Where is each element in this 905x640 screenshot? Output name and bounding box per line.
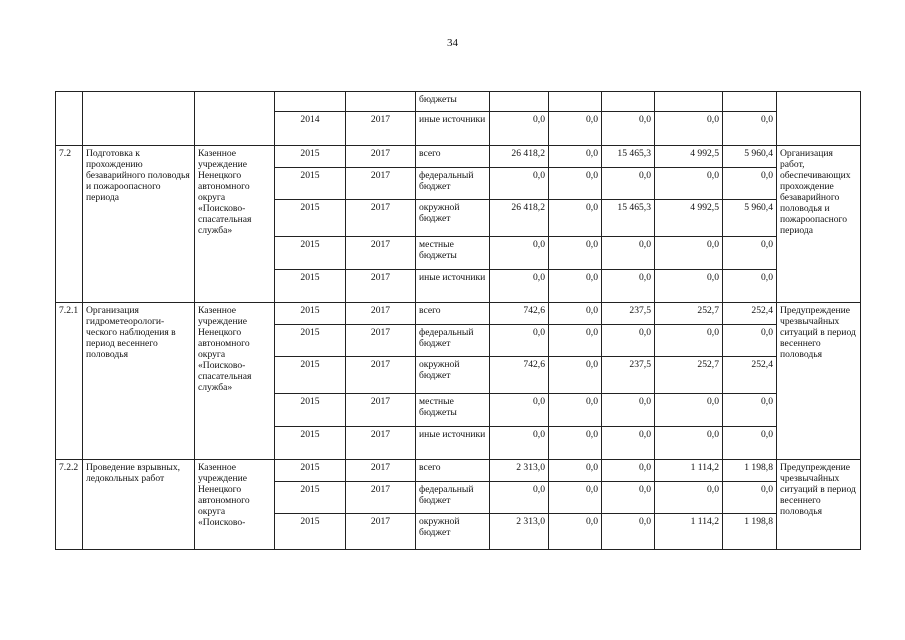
amount-cell: 0,0 [602,112,655,146]
funding-source-cell: федеральный бюджет [416,482,490,514]
end-year-cell: 2017 [346,112,416,146]
amount-cell: 0,0 [602,514,655,550]
amount-cell: 252,4 [723,357,777,394]
item-name-cell: Проведение взрывных, ледокольных работ [83,460,195,550]
amount-cell: 0,0 [602,237,655,270]
end-year-cell: 2017 [346,427,416,460]
amount-cell: 0,0 [723,482,777,514]
amount-cell: 1 114,2 [655,460,723,482]
amount-cell: 0,0 [655,237,723,270]
amount-cell: 0,0 [602,394,655,427]
executor-cell: Казенное учреждение Ненецкого автономного округа «Поисково- [195,460,275,550]
start-year-cell: 2014 [275,112,346,146]
amount-cell: 0,0 [549,460,602,482]
start-year-cell: 2015 [275,394,346,427]
amount-cell: 0,0 [549,146,602,168]
start-year-cell: 2015 [275,357,346,394]
executor-cell: Казенное учреждение Ненецкого автономного округа «Поисково-спасательная служба» [195,303,275,460]
amount-cell: 0,0 [490,325,549,357]
start-year-cell: 2015 [275,146,346,168]
item-code-cell: 7.2 [56,146,83,303]
amount-cell: 237,5 [602,357,655,394]
item-name-cell: Организация гидрометеорологи-ческого наблюдения в период весеннего половодья [83,303,195,460]
table-row [56,92,861,112]
funding-source-cell: всего [416,146,490,168]
expected-result-cell: Организация работ, обеспечивающих прохождение безаварийного половодья и пожароопасного периода [777,146,861,303]
amount-cell: 26 418,2 [490,200,549,237]
name-cell [83,92,195,146]
funding-source-cell: всего [416,460,490,482]
amount-cell: 237,5 [602,303,655,325]
funding-source-cell: местные бюджеты [416,237,490,270]
amount-cell: 0,0 [655,325,723,357]
start-year-cell: 2015 [275,237,346,270]
funding-source-cell: федеральный бюджет [416,168,490,200]
end-year-cell: 2017 [346,325,416,357]
end-year-cell: 2017 [346,482,416,514]
table-row [56,146,861,168]
end-year-cell: 2017 [346,357,416,394]
amount-cell: 1 198,8 [723,460,777,482]
amount-cell: 0,0 [602,168,655,200]
amount-cell: 1 198,8 [723,514,777,550]
amount-cell: 0,0 [490,427,549,460]
amount-cell: 0,0 [490,394,549,427]
amount-cell: 0,0 [655,270,723,303]
amount-cell: 0,0 [549,482,602,514]
end-year-cell: 2017 [346,270,416,303]
end-year-cell: 2017 [346,394,416,427]
funding-source-cell: окружной бюджет [416,357,490,394]
amount-cell: 0,0 [549,200,602,237]
start-year-cell: 2015 [275,460,346,482]
funding-source-cell: иные источники [416,427,490,460]
amount-cell: 0,0 [490,112,549,146]
amount-cell: 252,4 [723,303,777,325]
amount-cell: 0,0 [723,168,777,200]
amount-cell: 0,0 [602,270,655,303]
amount-cell [723,92,777,112]
funding-source-cell: федеральный бюджет [416,325,490,357]
start-year-cell: 2015 [275,200,346,237]
amount-cell: 0,0 [549,237,602,270]
funding-source-cell: местные бюджеты [416,394,490,427]
amount-cell: 0,0 [490,270,549,303]
start-year-cell: 2015 [275,303,346,325]
amount-cell: 2 313,0 [490,514,549,550]
amount-cell: 26 418,2 [490,146,549,168]
start-year-cell: 2015 [275,270,346,303]
funding-source-cell: окружной бюджет [416,200,490,237]
start-year-cell: 2015 [275,427,346,460]
table-body [56,92,861,550]
amount-cell [549,92,602,112]
amount-cell: 0,0 [490,482,549,514]
funding-source-cell: иные источники [416,112,490,146]
amount-cell [602,92,655,112]
start-year-cell: 2015 [275,168,346,200]
start-year-cell: 2015 [275,325,346,357]
amount-cell: 0,0 [655,427,723,460]
page-number: 34 [447,37,458,49]
executor-cell [195,92,275,146]
amount-cell: 252,7 [655,303,723,325]
amount-cell: 0,0 [655,394,723,427]
expected-result-cell: Предупреждение чрезвычайных ситуаций в период весеннего половодья [777,460,861,550]
amount-cell: 0,0 [549,394,602,427]
table-row [56,460,861,482]
amount-cell: 0,0 [723,237,777,270]
end-year-cell: 2017 [346,200,416,237]
amount-cell: 0,0 [655,482,723,514]
amount-cell: 0,0 [549,303,602,325]
item-name-cell: Подготовка к прохождению безаварийного половодья и пожароопасного периода [83,146,195,303]
end-year-cell [346,92,416,112]
end-year-cell: 2017 [346,237,416,270]
amount-cell: 4 992,5 [655,200,723,237]
amount-cell: 0,0 [490,168,549,200]
amount-cell: 0,0 [723,270,777,303]
result-cell [777,92,861,146]
end-year-cell: 2017 [346,514,416,550]
amount-cell: 0,0 [549,270,602,303]
funding-source-cell: всего [416,303,490,325]
amount-cell: 0,0 [549,112,602,146]
amount-cell: 0,0 [655,112,723,146]
table-row [56,303,861,325]
funding-source-cell: окружной бюджет [416,514,490,550]
amount-cell: 0,0 [723,394,777,427]
start-year-cell: 2015 [275,514,346,550]
amount-cell: 0,0 [723,112,777,146]
amount-cell: 0,0 [549,168,602,200]
funding-source-cell: бюджеты [416,92,490,112]
amount-cell: 0,0 [490,237,549,270]
amount-cell [490,92,549,112]
expected-result-cell: Предупреждение чрезвычайных ситуаций в период весеннего половодья [777,303,861,460]
amount-cell [655,92,723,112]
amount-cell: 0,0 [602,460,655,482]
amount-cell: 0,0 [602,427,655,460]
budget-table [55,91,861,550]
amount-cell: 742,6 [490,303,549,325]
start-year-cell: 2015 [275,482,346,514]
item-code-cell: 7.2.1 [56,303,83,460]
end-year-cell: 2017 [346,168,416,200]
amount-cell: 2 313,0 [490,460,549,482]
end-year-cell: 2017 [346,146,416,168]
code-cell [56,92,83,146]
amount-cell: 252,7 [655,357,723,394]
amount-cell: 15 465,3 [602,200,655,237]
funding-source-cell: иные источники [416,270,490,303]
amount-cell: 742,6 [490,357,549,394]
amount-cell: 0,0 [549,514,602,550]
amount-cell: 0,0 [549,357,602,394]
executor-cell: Казенное учреждение Ненецкого автономного округа «Поисково-спасательная служба» [195,146,275,303]
start-year-cell [275,92,346,112]
amount-cell: 0,0 [723,427,777,460]
amount-cell: 0,0 [549,427,602,460]
amount-cell: 4 992,5 [655,146,723,168]
amount-cell: 15 465,3 [602,146,655,168]
end-year-cell: 2017 [346,303,416,325]
amount-cell: 0,0 [602,482,655,514]
amount-cell: 0,0 [602,325,655,357]
amount-cell: 5 960,4 [723,200,777,237]
amount-cell: 5 960,4 [723,146,777,168]
amount-cell: 0,0 [723,325,777,357]
item-code-cell: 7.2.2 [56,460,83,550]
amount-cell: 0,0 [655,168,723,200]
amount-cell: 1 114,2 [655,514,723,550]
amount-cell: 0,0 [549,325,602,357]
end-year-cell: 2017 [346,460,416,482]
